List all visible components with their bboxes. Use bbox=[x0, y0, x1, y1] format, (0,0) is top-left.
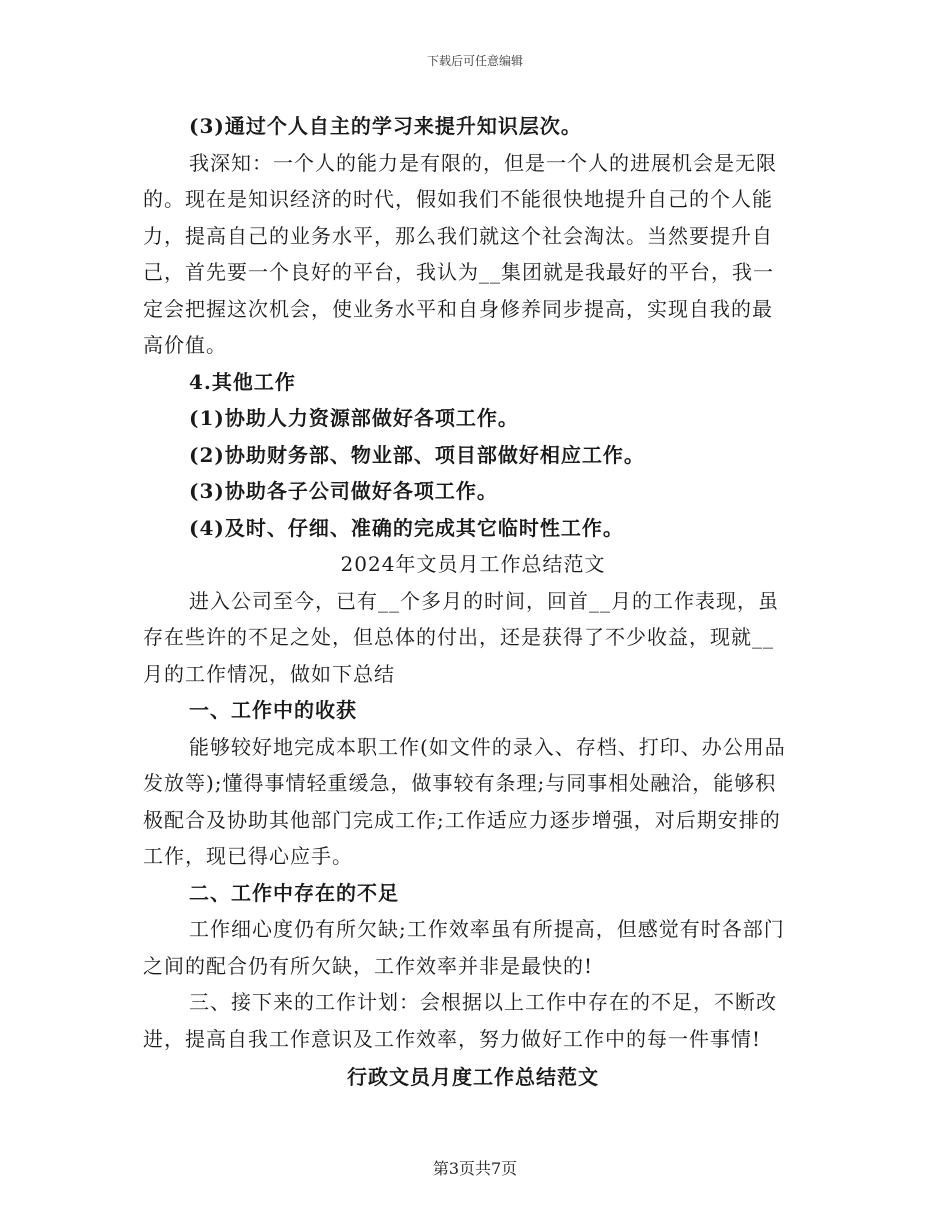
paragraph-text: 三、接下来的工作计划：会根据以上工作中存在的不足，不断改 bbox=[189, 990, 777, 1014]
paragraph-text: 进入公司至今，已有__个多月的时间，回首__月的工作表现，虽 bbox=[189, 588, 779, 613]
paragraph-text: 我深知：一个人的能力是有限的，但是一个人的进展机会是无限 bbox=[189, 150, 777, 175]
paragraph-text: 高价值。 bbox=[143, 333, 227, 357]
paragraph-text: 己，首先要一个良好的平台，我认为__集团就是我最好的平台，我一 bbox=[143, 260, 774, 284]
paragraph-text: 力，提高自己的业务水平，那么我们就这个社会淘汰。当然要提升自 bbox=[143, 223, 773, 248]
list-item: (3)协助各子公司做好各项工作。 bbox=[189, 479, 498, 503]
section-heading-gains: 一、工作中的收获 bbox=[189, 698, 357, 722]
list-item: (4)及时、仔细、准确的完成其它临时性工作。 bbox=[189, 515, 624, 540]
paragraph-text: 工作细心度仍有所欠缺;工作效率虽有所提高，但感觉有时各部门 bbox=[189, 917, 785, 941]
paragraph-text: 月的工作情况，做如下总结 bbox=[143, 661, 395, 686]
article-title: 2024年文员月工作总结范文 bbox=[340, 552, 606, 576]
paragraph-text: 工作，现已得心应手。 bbox=[143, 844, 353, 868]
paragraph-text: 发放等);懂得事情轻重缓急，做事较有条理;与同事相处融洽，能够积 bbox=[143, 771, 777, 795]
list-item: (1)协助人力资源部做好各项工作。 bbox=[189, 406, 519, 430]
section-heading-other-work: 4.其他工作 bbox=[189, 369, 296, 394]
paragraph-text: 能够较好地完成本职工作(如文件的录入、存档、打印、办公用品 bbox=[189, 734, 786, 759]
paragraph-text: 之间的配合仍有所欠缺，工作效率并非是最快的! bbox=[143, 953, 594, 978]
paragraph-text: 的。现在是知识经济的时代，假如我们不能很快地提升自己的个人能 bbox=[143, 187, 773, 211]
paragraph-item-3-self-study: (3)通过个人自主的学习来提升知识层次。 bbox=[189, 114, 582, 138]
paragraph-text: 存在些许的不足之处，但总体的付出，还是获得了不少收益，现就__ bbox=[143, 625, 774, 649]
paragraph-text: 进，提高自我工作意识及工作效率，努力做好工作中的每一件事情! bbox=[143, 1026, 762, 1051]
list-item: (2)协助财务部、物业部、项目部做好相应工作。 bbox=[189, 442, 645, 467]
paragraph-text: 极配合及协助其他部门完成工作;工作适应力逐步增强，对后期安排的 bbox=[143, 807, 781, 832]
document-body bbox=[143, 108, 803, 1096]
section-heading-shortcomings: 二、工作中存在的不足 bbox=[189, 880, 399, 905]
paragraph-text: 定会把握这次机会，使业务水平和自身修养同步提高，实现自我的最 bbox=[143, 296, 773, 321]
page-header-note: 下载后可任意编辑 bbox=[426, 54, 523, 68]
article-title: 行政文员月度工作总结范文 bbox=[347, 1065, 599, 1089]
page-number: 第3页共7页 bbox=[432, 1159, 518, 1178]
